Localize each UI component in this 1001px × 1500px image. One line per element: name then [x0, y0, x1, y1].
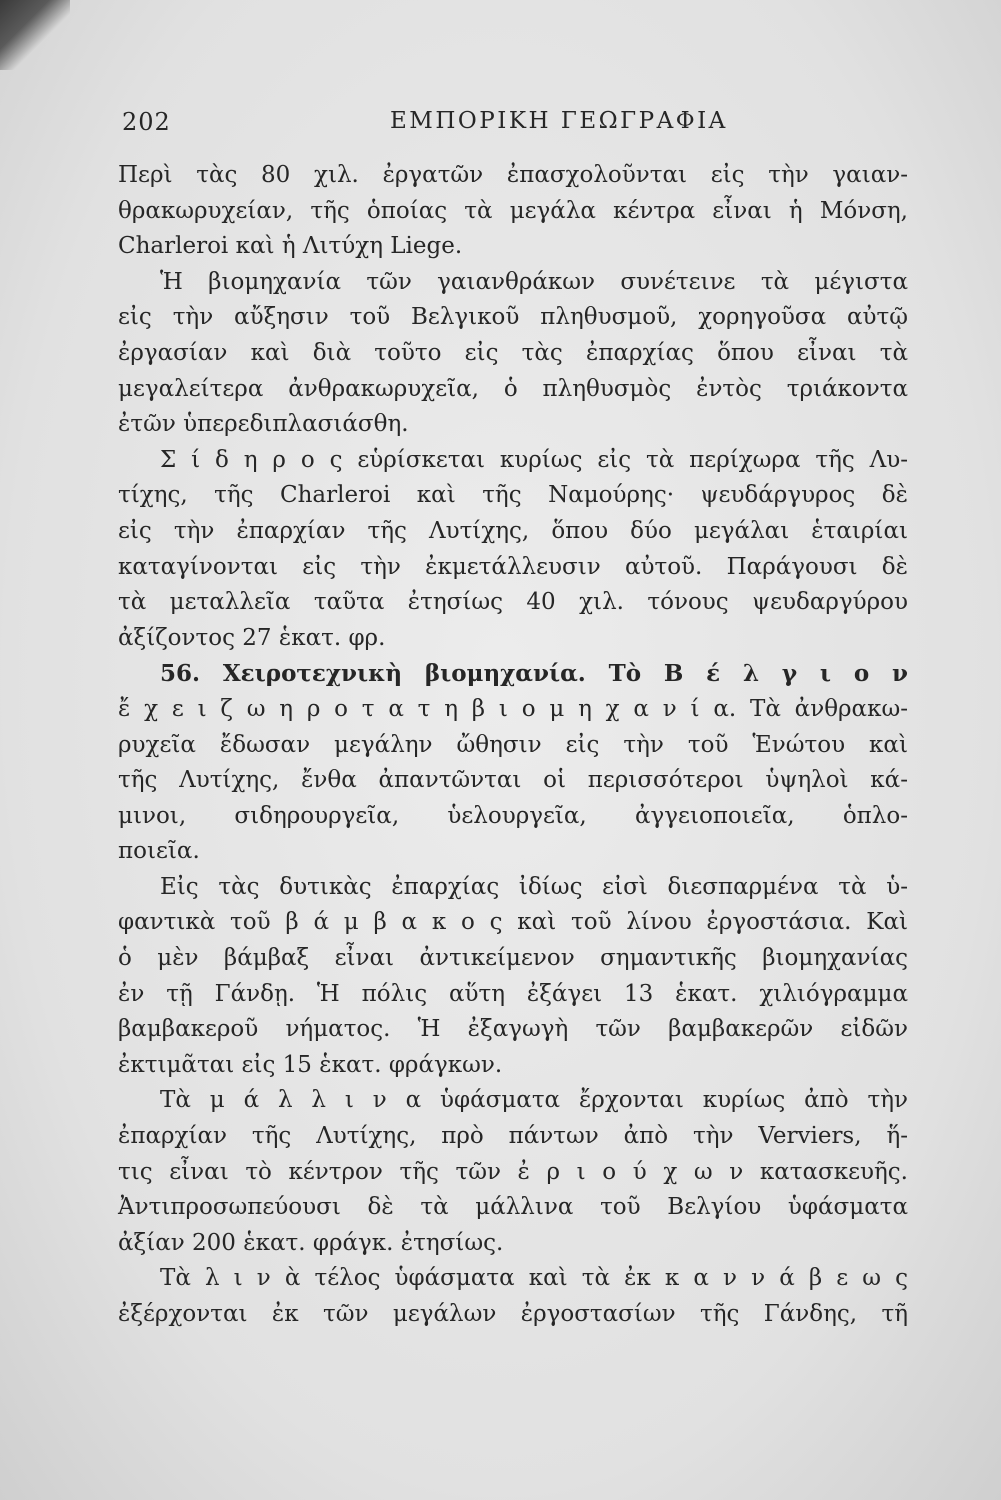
paragraph-start-line: Τὰ μ ά λ λ ι ν α ὑφάσματα ἔρχονται κυρίως ἀπὸ τὴν [160, 1087, 908, 1114]
text-line: φαντικὰ τοῦ β ά μ β α κ ο ς καὶ τοῦ λίνου ἐργοστάσια. Καὶ [118, 909, 908, 936]
text-line: Charleroi καὶ ἡ Λιτύχη Liege. [118, 233, 463, 260]
text-line: εἰς τὴν αὔξησιν τοῦ Βελγικοῦ πληθυσμοῦ, χορηγοῦσα αὐτῷ [118, 304, 908, 331]
text-line: τίχης, τῆς Charleroi καὶ τῆς Ναμούρης· ψευδάργυρος δὲ [118, 482, 908, 509]
text-line: βαμβακεροῦ νήματος. Ἡ ἐξαγωγὴ τῶν βαμβακερῶν εἰδῶν [118, 1016, 908, 1043]
text-line: καταγίνονται εἰς τὴν ἐκμετάλλευσιν αὐτοῦ. Παράγουσι δὲ [118, 553, 908, 580]
text-line: ἀξίζοντος 27 ἑκατ. φρ. [118, 624, 386, 651]
text-line: Περὶ τὰς 80 χιλ. ἐργατῶν ἐπασχολοῦνται εἰς τὴν γαιαν- [118, 162, 908, 188]
paragraph-start-line: Ἡ βιομηχανία τῶν γαιανθράκων συνέτεινε τὰ μέγιστα [160, 268, 908, 295]
text-line: θρακωρυχείαν, τῆς ὁποίας τὰ μεγάλα κέντρα εἶναι ἡ Μόνση, [118, 197, 908, 224]
text-line: ἐν τῇ Γάνδῃ. Ἡ πόλις αὕτη ἐξάγει 13 ἑκατ. χιλιόγραμμα [118, 980, 908, 1007]
text-line: ἀξίαν 200 ἑκατ. φράγκ. ἐτησίως. [118, 1229, 504, 1256]
paragraph-start-line: Τὰ λ ι ν ὰ τέλος ὑφάσματα καὶ τὰ ἐκ κ α ν ν ά β ε ω ς [160, 1265, 908, 1292]
text-line: ἔ χ ε ι ζ ω η ρ ο τ α τ η β ι ο μ η χ α ν ί α. Τὰ ἀνθρακω- [118, 695, 908, 722]
text-line: ἐξέρχονται ἐκ τῶν μεγάλων ἐργοστασίων τῆς Γάνδης, τῆ [118, 1301, 908, 1327]
text-line: εἰς τὴν ἐπαρχίαν τῆς Λυτίχης, ὅπου δύο μεγάλαι ἑταιρίαι [118, 517, 908, 544]
text-line: ἐκτιμᾶται εἰς 15 ἑκατ. φράγκων. [118, 1051, 503, 1078]
page-header [122, 108, 902, 148]
text-line: τῆς Λυτίχης, ἔνθα ἀπαντῶνται οἱ περισσότεροι ὑψηλοὶ κά- [118, 767, 908, 794]
text-line: μεγαλείτερα ἀνθρακωρυχεῖα, ὁ πληθυσμὸς ἐντὸς τριάκοντα [118, 375, 908, 402]
paragraph-start-line: Σ ί δ η ρ ο ς εὑρίσκεται κυρίως εἰς τὰ περίχωρα τῆς Λυ- [160, 446, 908, 473]
page-corner-shadow [0, 0, 70, 70]
text-line: ἐτῶν ὑπερεδιπλασιάσθη. [118, 411, 409, 438]
text-line: μινοι, σιδηρουργεῖα, ὑελουργεῖα, ἀγγειοποιεῖα, ὁπλο- [118, 802, 908, 829]
text-line: ποιεῖα. [118, 838, 200, 865]
paragraph-start-line: Εἰς τὰς δυτικὰς ἐπαρχίας ἰδίως εἰσὶ διεσπαρμένα τὰ ὑ- [160, 873, 908, 900]
text-line: ἐργασίαν καὶ διὰ τοῦτο εἰς τὰς ἐπαρχίας ὅπου εἶναι τὰ [118, 339, 908, 366]
page-number: 202 [122, 108, 171, 136]
body-text [118, 158, 908, 1333]
text-line: ἐπαρχίαν τῆς Λυτίχης, πρὸ πάντων ἀπὸ τὴν Verviers, ἥ- [118, 1123, 908, 1150]
text-line: ρυχεῖα ἔδωσαν μεγάλην ὤθησιν εἰς τὴν τοῦ Ἑνώτου καὶ [118, 731, 908, 758]
text-line: Ἀντιπροσωπεύουσι δὲ τὰ μάλλινα τοῦ Βελγίου ὑφάσματα [118, 1194, 908, 1221]
running-head: ΕΜΠΟΡΙΚΗ ΓΕΩΓΡΑΦΙΑ [390, 108, 728, 134]
text-line: ὁ μὲν βάμβαξ εἶναι ἀντικείμενον σημαντικῆς βιομηχανίας [118, 945, 908, 972]
text-line: τις εἶναι τὸ κέντρον τῆς τῶν ἐ ρ ι ο ύ χ ω ν κατασκευῆς. [118, 1158, 908, 1185]
text-line: τὰ μεταλλεῖα ταῦτα ἐτησίως 40 χιλ. τόνους ψευδαργύρου [118, 589, 908, 616]
section-heading-line: 56. Χειροτεχνικὴ βιομηχανία. Τὸ Β έ λ γ ι ο ν [160, 660, 908, 688]
